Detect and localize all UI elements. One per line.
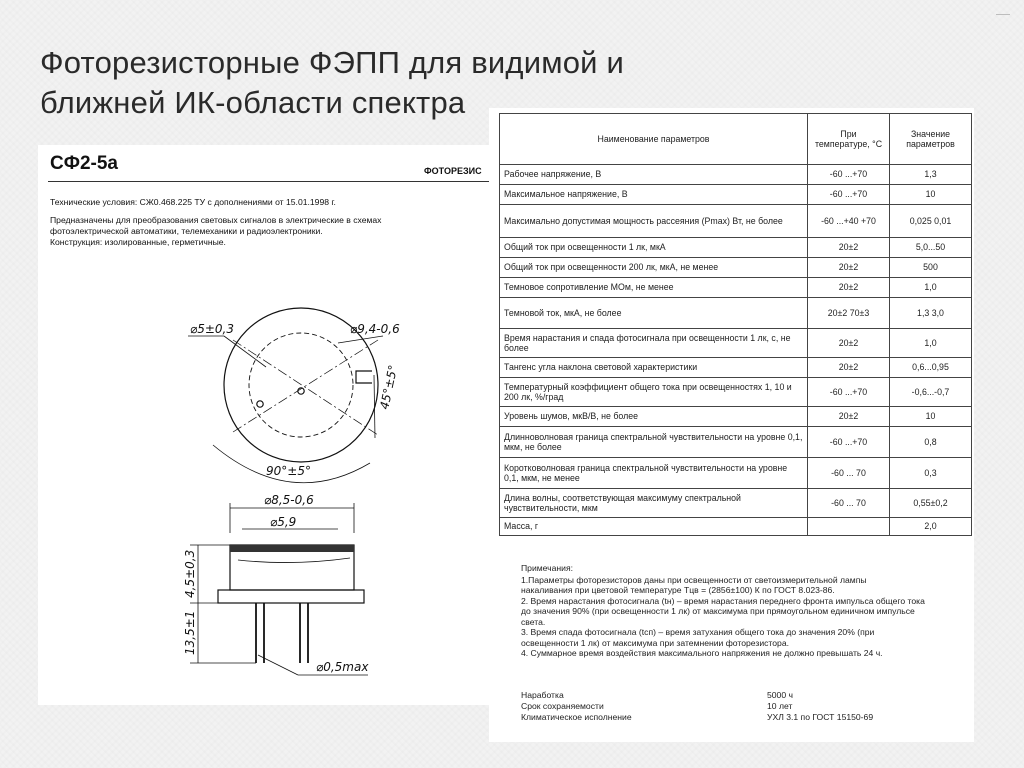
spec-row [521,690,971,701]
pin-hole-left [257,401,263,407]
note-line: 3. Время спада фотосигнала (tсп) – время затухания общего тока до значения 20% (при [521,627,875,637]
table-row [500,205,972,238]
table-row [500,329,972,358]
note-line: света. [521,616,546,627]
dim-hole-label: ⌀5±0,3 [190,322,234,336]
note-line: накаливания при цветовой температуре Тцв = (2856±100) К по ГОСТ 8.023-86. [521,585,835,595]
window-top [230,545,354,552]
param-value: 1,0 [890,278,972,298]
tech-conditions: Технические условия: СЖ0.468.225 ТУ с дополнениями от 15.01.1998 г. [50,197,336,207]
datasheet-header: ФОТОРЕЗИС [424,166,482,176]
spec-row [521,701,971,712]
construction-text: Конструкция: изолированные, герметичные. [50,237,226,247]
param-temp: 20±2 70±3 [808,298,890,329]
param-name: Общий ток при освещенности 200 лк, мкА, не менее [500,258,808,278]
param-temp: -60 ... 70 [808,489,890,518]
param-temp: -60 ...+70 [808,185,890,205]
table-row [500,427,972,458]
datasheet-panel [38,145,490,705]
param-temp: 20±2 [808,258,890,278]
param-temp: -60 ...+70 [808,165,890,185]
spec-name: Срок сохраняемости [521,701,604,711]
dim-angle-label: 45°±5° [377,363,401,411]
table-row [500,278,972,298]
param-name: Темновой ток, мкА, не более [500,298,808,329]
param-name: Тангенс угла наклона световой характеристики [500,358,808,378]
notes-block [521,563,971,659]
param-name: Максимальное напряжение, В [500,185,808,205]
param-temp: 20±2 [808,278,890,298]
param-temp: 20±2 [808,238,890,258]
purpose-line-2: фотоэлектрической автоматики, телемеханики и радиоэлектроники. [50,226,323,236]
dim-arc-label: 90°±5° [266,464,311,478]
header-value: Значение параметров [890,114,972,165]
table-row [500,407,972,427]
param-name: Максимально допустимая мощность рассеяния (Pmax) Вт, не более [500,205,808,238]
dim-body-label: ⌀8,5-0,6 [264,493,314,507]
spec-row [521,712,971,723]
param-name: Рабочее напряжение, В [500,165,808,185]
param-value: 5,0...50 [890,238,972,258]
table-row [500,185,972,205]
purpose-line-1: Предназначены для преобразования световых сигналов в электрические в схемах [50,215,382,225]
notes-title: Примечания: [521,563,574,573]
param-temp: 20±2 [808,358,890,378]
spec-value: УХЛ 3.1 по ГОСТ 15150-69 [767,712,874,722]
spec-name: Климатическое исполнение [521,712,632,722]
spec-value: 10 лет [767,701,793,711]
table-row [500,489,972,518]
table-row [500,238,972,258]
param-name: Масса, г [500,518,808,536]
param-value: 0,6...0,95 [890,358,972,378]
param-name: Длина волны, соответствующая максимуму спектральной чувствительности, мкм [500,489,808,518]
note-line: освещенности 1 лк) от максимума при затемнении фоторезистора. [521,637,789,648]
param-value: 1,3 [890,165,972,185]
param-temp: -60 ...+70 [808,427,890,458]
slide-title: Фоторезисторные ФЭПП для видимой и ближней ИК-области спектра [40,44,625,120]
key-tab [356,371,372,383]
dim-outer-label: ⌀9,4-0,6 [350,322,400,336]
param-value: 0,8 [890,427,972,458]
param-temp: 20±2 [808,407,890,427]
table-row [500,165,972,185]
param-name: Температурный коэффициент общего тока при освещенностях 1, 10 и 200 лк, %/град [500,378,808,407]
dim-window-label: ⌀5,9 [270,515,297,529]
param-name: Общий ток при освещенности 1 лк, мкА [500,238,808,258]
corner-decoration [996,14,1010,15]
table-row [500,258,972,278]
technical-drawing [38,145,490,705]
table-header-row [500,114,972,165]
param-temp: 20±2 [808,329,890,358]
dim-height-label: 4,5±0,3 [183,549,197,598]
param-value: 1,3 3,0 [890,298,972,329]
table-row [500,378,972,407]
center-line-2 [233,340,378,435]
param-name: Длинноволновая граница спектральной чувствительности на уровне 0,1, мкм, не более [500,427,808,458]
header-temperature: При температуре, °С [808,114,890,165]
param-value: 2,0 [890,518,972,536]
param-value: -0,6...-0,7 [890,378,972,407]
parameters-panel [489,108,974,742]
dim-lead-dia-label: ⌀0,5max [316,660,369,674]
param-value: 1,0 [890,329,972,358]
param-value: 0,025 0,01 [890,205,972,238]
header-param-name: Наименование параметров [500,114,808,165]
device-code: СФ2-5а [50,153,118,174]
parameters-table [499,113,972,536]
param-value: 10 [890,185,972,205]
flange [218,590,364,603]
param-name: Коротковолновая граница спектральной чувствительности на уровне 0,1, мкм, не менее [500,458,808,489]
param-value: 10 [890,407,972,427]
param-temp: -60 ...+40 +70 [808,205,890,238]
table-row [500,298,972,329]
angle-leader [374,375,375,438]
window-outline [249,333,353,437]
note-line: 2. Время нарастания фотосигнала (tн) – время нарастания переднего фронта импульса общего тока [521,595,925,606]
dim-leads-label: 13,5±1 [183,610,197,655]
spec-name: Наработка [521,690,564,700]
note-line: 1.Параметры фоторезисторов даны при освещенности от светоизмерительной лампы [521,574,867,585]
table-row [500,518,972,536]
param-value: 0,55±0,2 [890,489,972,518]
param-name: Время нарастания и спада фотосигнала при освещенности 1 лк, с, не более [500,329,808,358]
table-row [500,458,972,489]
param-name: Темновое сопротивление МОм, не менее [500,278,808,298]
param-temp: -60 ... 70 [808,458,890,489]
specs-block [521,690,971,723]
param-value: 0,3 [890,458,972,489]
param-temp [808,518,890,536]
note-line: до значения 90% (при освещенности 1 лк) от максимума при прямоугольном единичном импульсе [521,606,915,616]
table-row [500,358,972,378]
leader-lead [258,655,298,675]
note-line: 4. Суммарное время воздействия максимального напряжения не должно превышать 24 ч. [521,648,883,658]
leader-hole-diag [224,336,266,367]
body-curve [238,558,350,563]
param-name: Уровень шумов, мкВ/В, не более [500,407,808,427]
param-temp: -60 ...+70 [808,378,890,407]
spec-value: 5000 ч [767,690,793,700]
param-value: 500 [890,258,972,278]
center-line-1 [233,340,378,432]
